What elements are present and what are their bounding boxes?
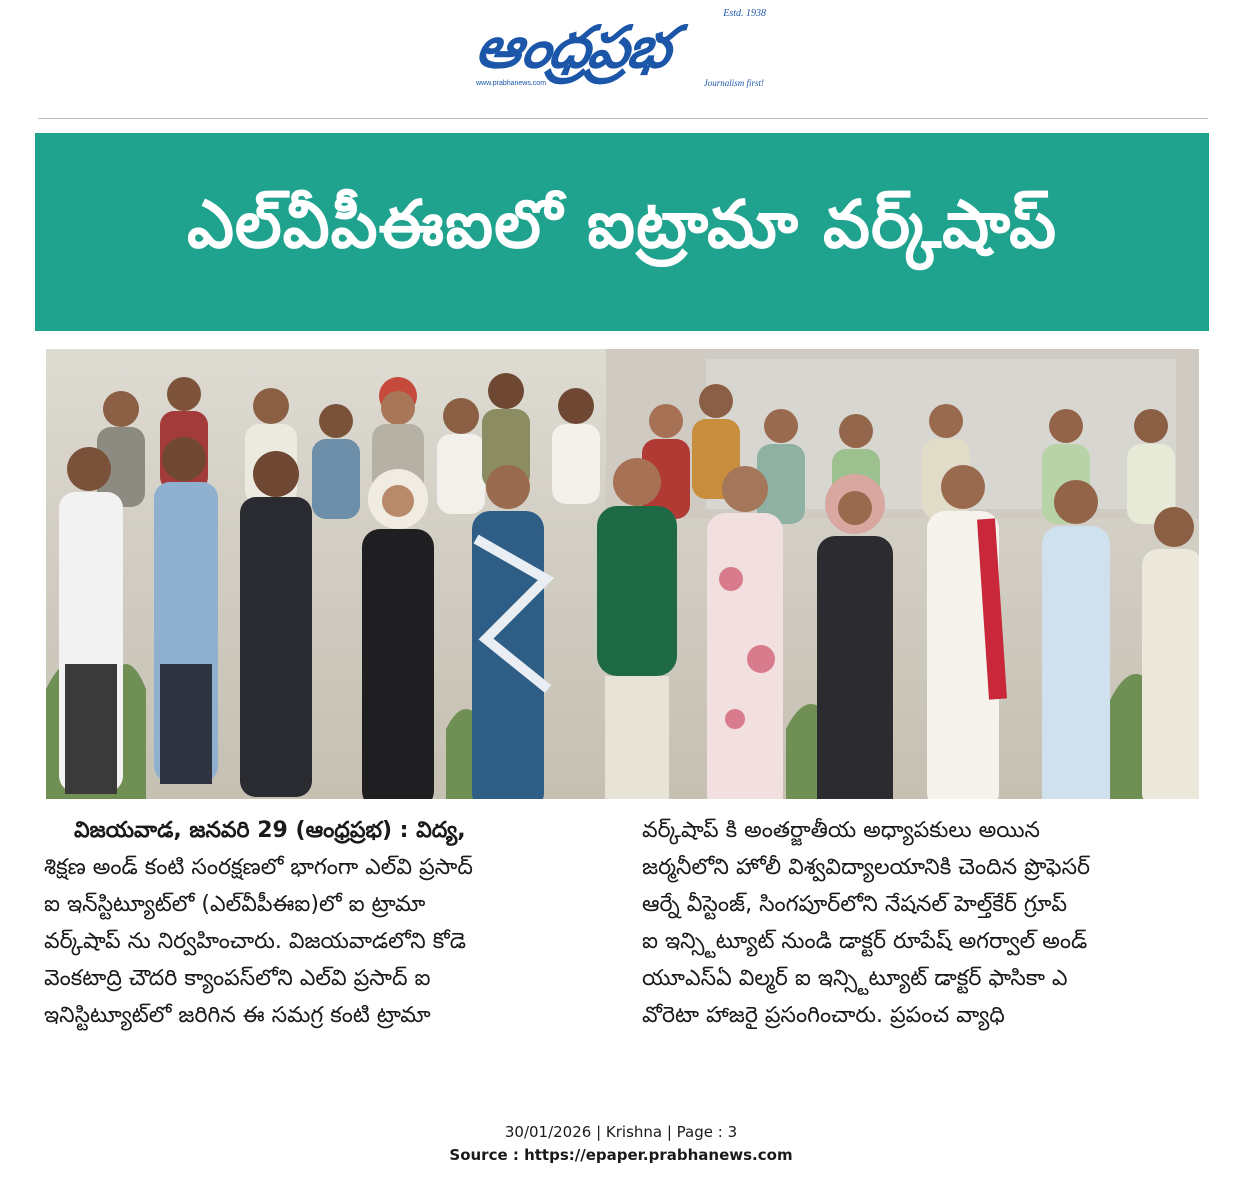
masthead-divider (38, 118, 1208, 119)
headline-banner (35, 133, 1209, 331)
article-line: విజయవాడ, జనవరి 29 (ఆంధ్రప్రభ) : విద్య, (74, 818, 466, 843)
group-photo-illustration (46, 349, 1199, 799)
article-line: జర్మనీలోని హోలీ విశ్వవిద్యాలయానికి చెందిన ప్రొఫెసర్ (642, 855, 1091, 880)
page-info: 30/01/2026 | Krishna | Page : 3 (504, 1123, 738, 1141)
article-line: ఆర్నే వీస్టెంజ్, సింగపూర్‌లోని నేషనల్ హెల్త్‌కేర్ గ్రూప్ (642, 892, 1068, 917)
source-link[interactable]: Source : https://epaper.prabhanews.com (449, 1146, 793, 1164)
article-line: ఇనిస్టిట్యూట్‌లో జరిగిన ఈ సమగ్ర కంటి ట్రామా (44, 1003, 431, 1028)
article-left-column (44, 812, 604, 1034)
article-line: వోరెటా హాజరై ప్రసంగించారు. ప్రపంచ వ్యాధి (642, 1003, 1005, 1028)
article-line: ఐ ఇన్‌స్టిట్యూట్‌లో (ఎల్‌వీపీఈఐ)లో ఐ ట్రామా (44, 892, 426, 917)
headline: ఎల్‌వీపీఈఐలో ఐట్రామా వర్క్‌షాప్ (186, 185, 1058, 263)
group-photo (46, 349, 1199, 799)
article-line: ఐ ఇన్స్టిట్యూట్ నుండి డాక్టర్ రూపేష్ అగర్వాల్ అండ్ (642, 929, 1088, 954)
article-line: వర్క్‌షాప్ కి అంతర్జాతీయ అధ్యాపకులు అయిన (642, 818, 1040, 843)
logo-wordmark: ఆంధ్రప్రభ (471, 13, 675, 81)
article-line: వర్క్‌షాప్ ను నిర్వహించారు. విజయవాడలోని కోడె (44, 929, 466, 954)
logo-website: www.prabhanews.com (476, 80, 547, 87)
article-line: శిక్షణ అండ్ కంటి సంరక్షణలో భాగంగా ఎల్‌వి ప్రసాద్ (44, 855, 473, 880)
logo-established: Estd. 1938 (723, 8, 766, 19)
article-right-column (642, 812, 1222, 1034)
masthead (0, 0, 1242, 100)
article-line: వెంకటాద్రి చౌదరి క్యాంపస్‌లోని ఎల్‌వి ప్రసాద్ ఐ (44, 966, 431, 991)
article-line: యూఎస్ఏ విల్మర్ ఐ ఇన్స్టిట్యూట్ డాక్టర్ ఫాసికా ఎ (642, 966, 1068, 991)
newspaper-logo (470, 8, 770, 90)
logo-tagline: Journalism first! (703, 78, 764, 88)
